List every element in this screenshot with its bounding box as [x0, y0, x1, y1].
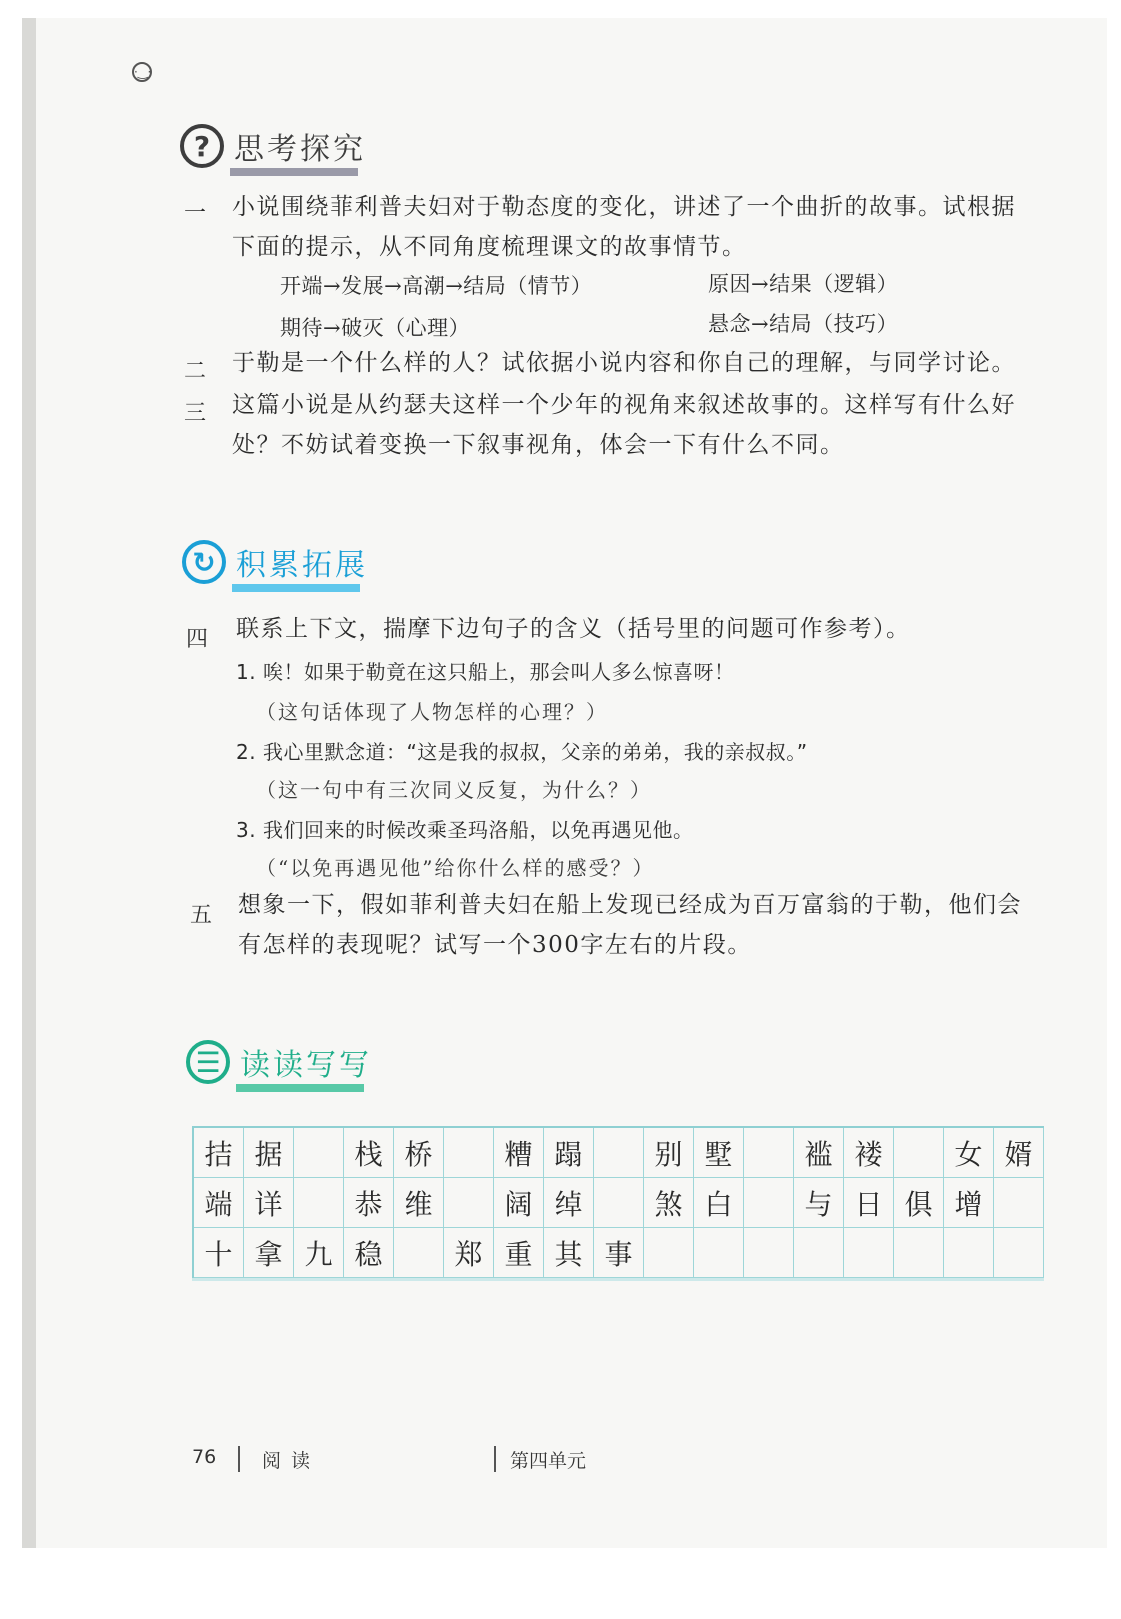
- grid-cell: 增: [944, 1178, 994, 1228]
- grid-cell: 拮: [194, 1128, 244, 1178]
- section-title-think: 思考探究: [234, 132, 366, 167]
- section-header-accumulate: [182, 540, 368, 584]
- grid-cell: 恭: [344, 1178, 394, 1228]
- title-underline: [236, 1084, 364, 1092]
- question-4-line-1: 联系上下文，揣摩下边句子的含义（括号里的问题可作参考）。: [236, 616, 911, 642]
- title-underline: [230, 168, 358, 176]
- grid-cell: [694, 1228, 744, 1278]
- grid-cell: [744, 1128, 794, 1178]
- grid-cell: [444, 1128, 494, 1178]
- grid-cell: 阔: [494, 1178, 544, 1228]
- grid-cell: 端: [194, 1178, 244, 1228]
- question-3-line-2: 处？不妨试着变换一下叙事视角，体会一下有什么不同。: [232, 432, 845, 458]
- question-5-line-1: 想象一下，假如菲利普夫妇在船上发现已经成为百万富翁的于勒，他们会: [238, 892, 1022, 918]
- grid-cell: 别: [644, 1128, 694, 1178]
- hint-plot: 开端→发展→高潮→结局（情节）: [280, 274, 593, 298]
- section-title-accumulate: 积累拓展: [236, 548, 368, 583]
- grid-cell: [294, 1178, 344, 1228]
- grid-cell: [394, 1228, 444, 1278]
- grid-cell: [744, 1178, 794, 1228]
- footer-divider: [494, 1446, 496, 1472]
- question-mark-icon: ?: [180, 124, 224, 168]
- question-1-line-2: 下面的提示，从不同角度梳理课文的故事情节。: [232, 234, 747, 260]
- sentence-1: 1. 唉！如果于勒竟在这只船上，那会叫人多么惊喜呀！: [236, 660, 735, 684]
- grid-cell: 绰: [544, 1178, 594, 1228]
- grid-cell: 维: [394, 1178, 444, 1228]
- grid-cell: 详: [244, 1178, 294, 1228]
- question-number-3: 三: [184, 401, 207, 426]
- title-underline: [232, 584, 360, 592]
- page-number: 76: [192, 1446, 217, 1468]
- list-icon: ☰: [186, 1040, 230, 1084]
- grid-cell: 褴: [794, 1128, 844, 1178]
- grid-cell: [844, 1228, 894, 1278]
- question-2-line-1: 于勒是一个什么样的人？试依据小说内容和你自己的理解，与同学讨论。: [232, 350, 1016, 376]
- sentence-2-note: （这一句中有三次同义反复，为什么？）: [256, 778, 652, 802]
- sentence-1-note: （这句话体现了人物怎样的心理？）: [256, 700, 608, 724]
- grid-cell: 与: [794, 1178, 844, 1228]
- grid-cell: [644, 1228, 694, 1278]
- footer-divider: [238, 1446, 240, 1472]
- grid-cell: 据: [244, 1128, 294, 1178]
- grid-cell: 十: [194, 1228, 244, 1278]
- grid-cell: 婿: [994, 1128, 1044, 1178]
- grid-cell: [944, 1228, 994, 1278]
- footer-section: 阅 读: [262, 1450, 313, 1472]
- grid-cell: 事: [594, 1228, 644, 1278]
- question-number-4: 四: [186, 627, 209, 652]
- grid-cell: 郑: [444, 1228, 494, 1278]
- question-number-2: 二: [184, 359, 207, 384]
- grid-cell: 女: [944, 1128, 994, 1178]
- grid-cell: [994, 1228, 1044, 1278]
- grid-cell: 其: [544, 1228, 594, 1278]
- grid-cell: 煞: [644, 1178, 694, 1228]
- question-1-line-1: 小说围绕菲利普夫妇对于勒态度的变化，讲述了一个曲折的故事。试根据: [232, 194, 1016, 220]
- sentence-3: 3. 我们回来的时候改乘圣玛洛船，以免再遇见他。: [236, 818, 694, 842]
- smiley-icon: ·‿·: [132, 62, 152, 82]
- grid-cell: 糟: [494, 1128, 544, 1178]
- section-header-read-write: [186, 1040, 372, 1084]
- grid-cell: 九: [294, 1228, 344, 1278]
- sentence-2: 2. 我心里默念道：“这是我的叔叔，父亲的弟弟，我的亲叔叔。”: [236, 740, 808, 764]
- hint-technique: 悬念→结局（技巧）: [708, 312, 899, 336]
- grid-cell: 褛: [844, 1128, 894, 1178]
- grid-cell: 重: [494, 1228, 544, 1278]
- grid-cell: 蹋: [544, 1128, 594, 1178]
- question-3-line-1: 这篇小说是从约瑟夫这样一个少年的视角来叙述故事的。这样写有什么好: [232, 392, 1016, 418]
- grid-cell: [894, 1128, 944, 1178]
- question-5-line-2: 有怎样的表现呢？试写一个300字左右的片段。: [238, 932, 752, 958]
- grid-cell: 栈: [344, 1128, 394, 1178]
- grid-cell: 墅: [694, 1128, 744, 1178]
- sentence-3-note: （“以免再遇见他”给你什么样的感受？）: [256, 856, 655, 880]
- grid-cell: [594, 1178, 644, 1228]
- grid-cell: 拿: [244, 1228, 294, 1278]
- section-title-read-write: 读读写写: [240, 1048, 372, 1083]
- question-number-1: 一: [184, 201, 207, 226]
- grid-cell: 稳: [344, 1228, 394, 1278]
- grid-cell: [294, 1128, 344, 1178]
- grid-cell: [994, 1178, 1044, 1228]
- refresh-arrow-icon: ↻: [182, 540, 226, 584]
- grid-cell: [444, 1178, 494, 1228]
- grid-cell: [744, 1228, 794, 1278]
- question-number-5: 五: [190, 903, 213, 928]
- hint-logic: 原因→结果（逻辑）: [708, 272, 899, 296]
- grid-cell: [594, 1128, 644, 1178]
- section-header-think: [180, 124, 366, 168]
- grid-cell: 桥: [394, 1128, 444, 1178]
- grid-cell: 白: [694, 1178, 744, 1228]
- grid-cell: [894, 1228, 944, 1278]
- grid-cell: 日: [844, 1178, 894, 1228]
- hint-psychology: 期待→破灭（心理）: [280, 316, 471, 340]
- footer-unit: 第四单元: [510, 1450, 587, 1472]
- grid-cell: [794, 1228, 844, 1278]
- vocabulary-grid: [192, 1126, 1044, 1278]
- grid-cell: 俱: [894, 1178, 944, 1228]
